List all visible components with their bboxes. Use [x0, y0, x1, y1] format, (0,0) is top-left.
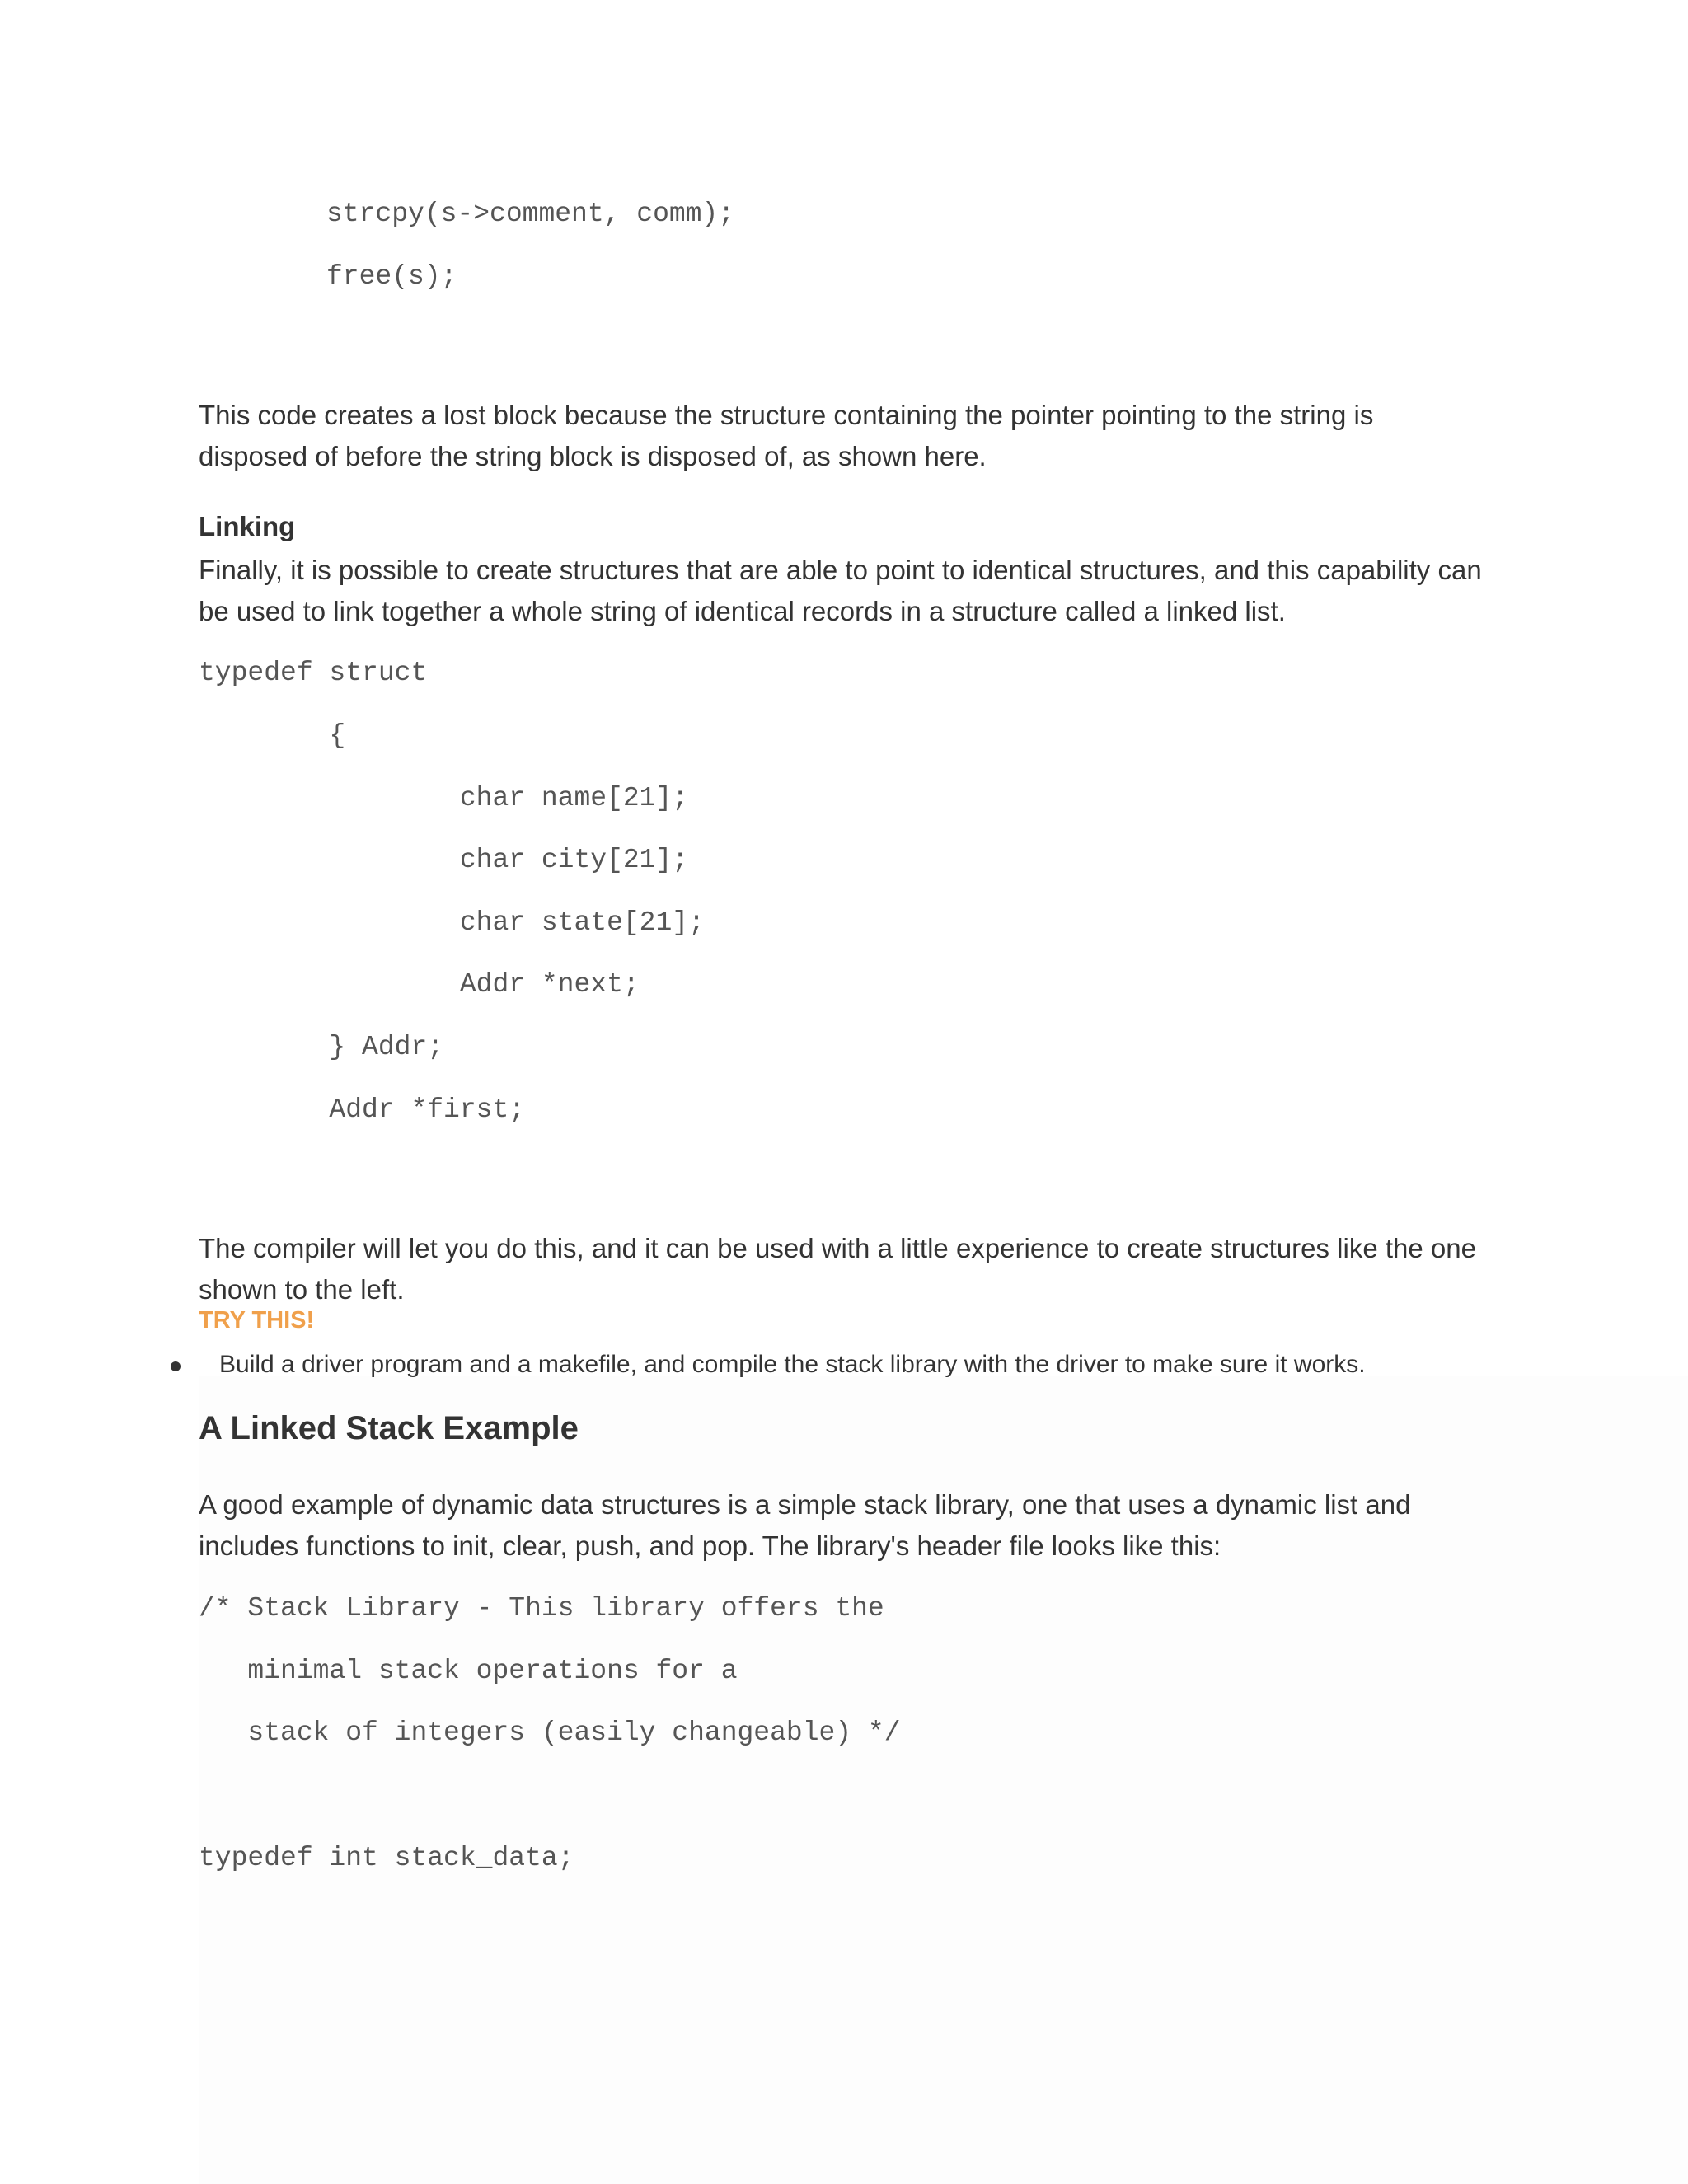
code-line: Addr *first;	[199, 1094, 526, 1125]
code-line: char name[21];	[199, 783, 689, 813]
try-this-list	[165, 1347, 1566, 1383]
paragraph-linked-stack: A good example of dynamic data structures is a simple stack library, one that uses a dynamic list and includes functions to init, clear, push, and pop. The library's header file looks like this:	[199, 1489, 1411, 1561]
code-line: Addr *next;	[199, 969, 640, 1000]
paragraph-linking: Finally, it is possible to create structures that are able to point to identical structures, and this capability can be used to link together a whole string of identical records in a structure called a linked list.	[199, 555, 1482, 626]
code-line: typedef struct	[199, 658, 428, 688]
list-item-text: Build a driver program and a makefile, and compile the stack library with the driver to make sure it works.	[219, 1351, 1366, 1378]
code-line: } Addr;	[199, 1032, 444, 1062]
code-line: minimal stack operations for a	[199, 1656, 738, 1686]
heading-linked-stack: A Linked Stack Example	[199, 1410, 579, 1446]
code-line: typedef int stack_data;	[199, 1843, 574, 1873]
try-this-label: TRY THIS!	[199, 1307, 315, 1333]
paragraph-compiler: The compiler will let you do this, and it can be used with a little experience to create structures like the one shown to the left.	[199, 1233, 1476, 1305]
code-line: char city[21];	[199, 845, 689, 875]
heading-linking: Linking	[199, 511, 296, 541]
paragraph-lost-block: This code creates a lost block because the structure containing the pointer pointing to the string is disposed of before the string block is disposed of, as shown here.	[199, 400, 1374, 471]
code-line: char state[21];	[199, 907, 705, 938]
code-line: stack of integers (easily changeable) */	[199, 1718, 901, 1748]
code-line: free(s);	[326, 261, 457, 292]
code-line: strcpy(s->comment, comm);	[326, 199, 735, 229]
code-line: {	[199, 720, 346, 751]
code-line: /* Stack Library - This library offers the	[199, 1593, 884, 1624]
bullet-icon	[171, 1361, 181, 1371]
list-item	[165, 1347, 1566, 1383]
